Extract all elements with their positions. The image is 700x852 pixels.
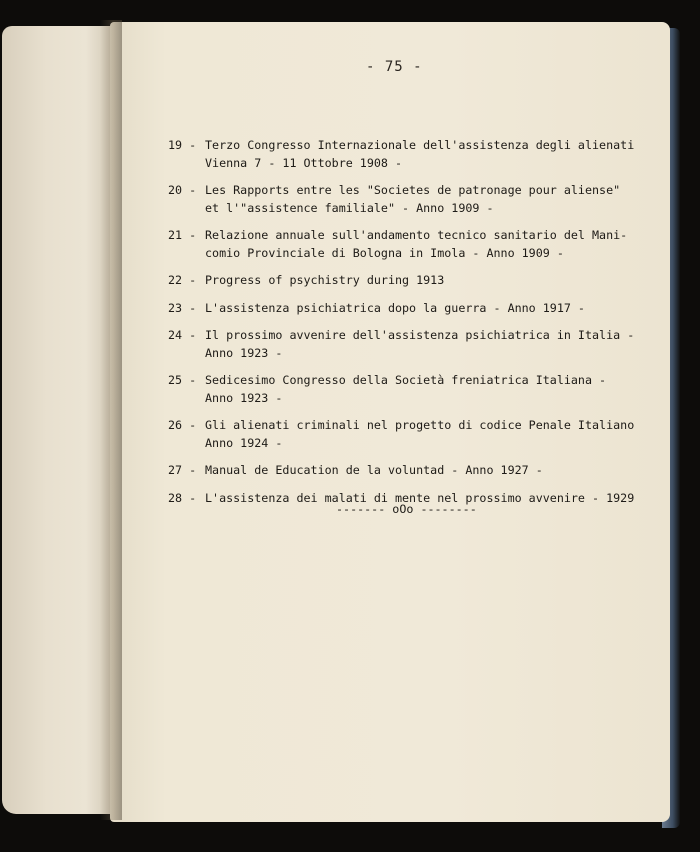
section-separator: ------- oOo --------: [336, 502, 477, 516]
entry-number: 19 -: [168, 138, 197, 152]
entry-number: 25 -: [168, 373, 197, 387]
entry-text: Gli alienati criminali nel progetto di codice Penale Italiano Anno 1924 -: [205, 418, 635, 450]
list-item: [168, 417, 658, 452]
page-number: - 75 -: [366, 59, 423, 75]
entry-text: Manual de Education de la voluntad - Anno 1927 -: [205, 463, 543, 477]
entry-text: Les Rapports entre les "Societes de patronage pour aliense" et l'"assistence familiale" - Anno 1909 -: [205, 183, 621, 215]
entry-text: Terzo Congresso Internazionale dell'assistenza degli alienati Vienna 7 - 11 Ottobre 1908 -: [205, 138, 635, 170]
entry-text: Sedicesimo Congresso della Società freniatrica Italiana - Anno 1923 -: [205, 373, 607, 405]
list-item: [168, 300, 658, 318]
left-page-edge: [2, 26, 114, 814]
entry-number: 21 -: [168, 228, 197, 242]
list-item: [168, 137, 658, 172]
entry-number: 27 -: [168, 463, 197, 477]
entry-number: 26 -: [168, 418, 197, 432]
entry-text: L'assistenza psichiatrica dopo la guerra - Anno 1917 -: [205, 300, 585, 315]
entry-text: L'assistenza dei malati di mente nel prossimo avvenire - 1929: [205, 490, 635, 505]
entry-number: 22 -: [168, 273, 197, 287]
bibliography-list: [168, 137, 658, 517]
list-item: [168, 272, 658, 290]
entry-text: Progress of psychistry during 1913: [205, 273, 445, 287]
list-item: [168, 227, 658, 262]
entry-number: 28 -: [168, 490, 197, 505]
entry-number: 20 -: [168, 183, 197, 197]
entry-text: Relazione annuale sull'andamento tecnico sanitario del Mani- comio Provinciale di Bologna in Imola - Anno 1909 -: [205, 228, 628, 260]
list-item: [168, 182, 658, 217]
list-item: [168, 372, 658, 407]
entry-text: Il prossimo avvenire dell'assistenza psichiatrica in Italia - Anno 1923 -: [205, 328, 635, 360]
entry-number: 23 -: [168, 300, 197, 315]
entry-number: 24 -: [168, 328, 197, 342]
list-item: [168, 327, 658, 362]
list-item: [168, 462, 658, 480]
book-spine-shadow: [100, 20, 122, 820]
